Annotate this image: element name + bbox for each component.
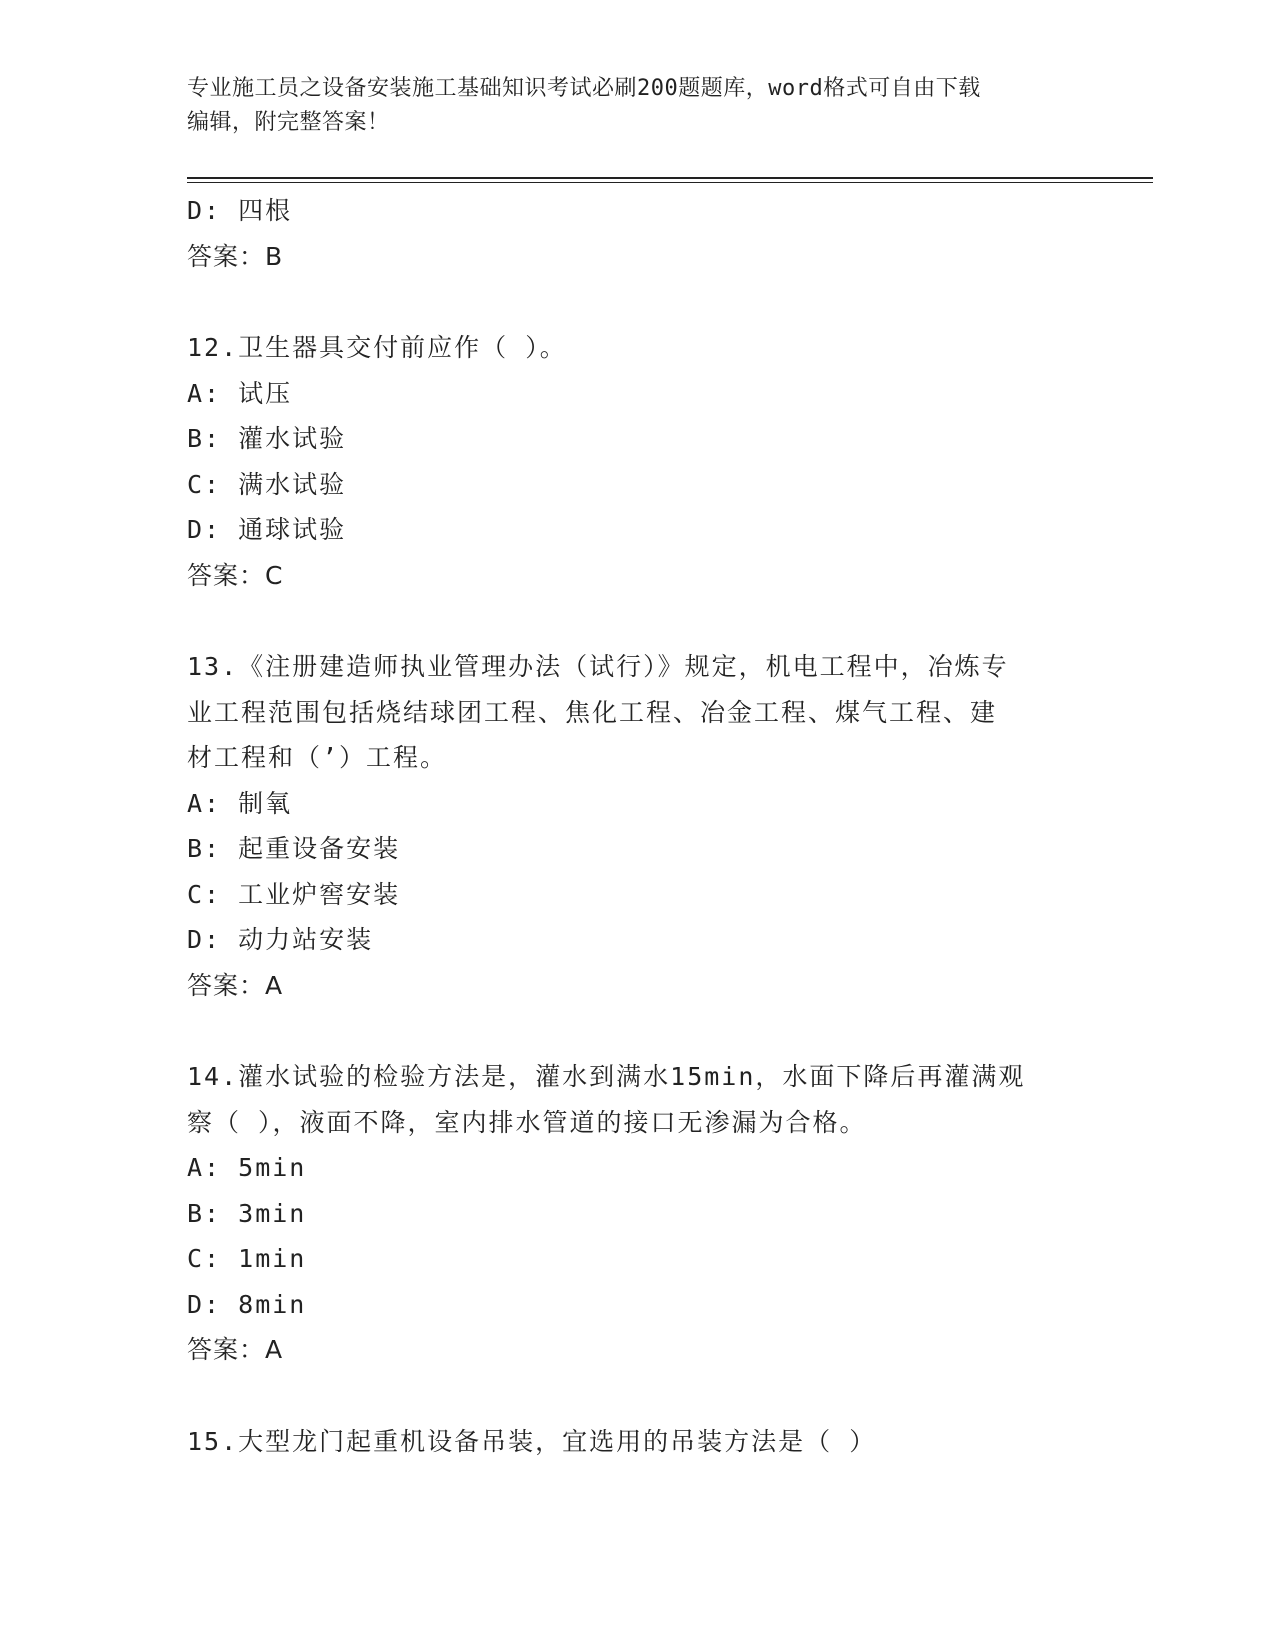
header-divider-thin: [187, 182, 1153, 183]
q15-question: 15.大型龙门起重机设备吊装，宜选用的吊装方法是（ ）: [187, 1426, 877, 1456]
q12-option-a: A: 试压: [187, 378, 293, 408]
q13-answer: 答案：A: [187, 970, 284, 1000]
q12-option-b: B: 灌水试验: [187, 424, 347, 453]
q14-option-b: B: 3min: [187, 1198, 307, 1228]
spacer: [187, 1373, 1087, 1419]
q12-answer: 答案：C: [187, 560, 284, 590]
q13-option-a: A: 制氧: [187, 788, 293, 818]
question-content: [187, 188, 1087, 1464]
q12-question: 12.卫生器具交付前应作（ ）。: [187, 333, 567, 362]
q13-question-line-3: 材工程和（’）工程。: [187, 743, 448, 772]
q14-option-c: C: 1min: [187, 1244, 307, 1273]
spacer: [187, 279, 1087, 325]
q13-question-line-2: 业工程范围包括烧结球团工程、焦化工程、冶金工程、煤气工程、建: [187, 697, 998, 727]
q14-option-a: A: 5min: [187, 1153, 307, 1182]
q14-option-d: D: 8min: [187, 1289, 307, 1319]
q14-answer: 答案：A: [187, 1335, 284, 1364]
q13-option-b: B: 起重设备安装: [187, 834, 401, 863]
header-line-2: 编辑，附完整答案！: [187, 110, 390, 135]
q13-option-d: D: 动力站安装: [187, 925, 374, 954]
document-header: [187, 72, 1077, 140]
q12-option-d: D: 通球试验: [187, 515, 347, 544]
q13-question-line-1: 13.《注册建造师执业管理办法（试行）》规定，机电工程中，冶炼专: [187, 652, 1009, 681]
spacer: [187, 1008, 1087, 1054]
q12-option-c: C: 满水试验: [187, 469, 347, 499]
header-divider-thick: [187, 177, 1153, 179]
q14-question-line-2: 察（ ），液面不降，室内排水管道的接口无渗漏为合格。: [187, 1107, 867, 1137]
q14-question-line-1: 14.灌水试验的检验方法是，灌水到满水15min，水面下降后再灌满观: [187, 1062, 1026, 1091]
prev-answer: 答案：B: [187, 241, 284, 271]
header-line-1: 专业施工员之设备安装施工基础知识考试必刷200题题库，word格式可自由下载: [187, 76, 981, 101]
spacer: [187, 598, 1087, 644]
q13-option-c: C: 工业炉窖安装: [187, 879, 401, 909]
prev-option-d: D: 四根: [187, 196, 293, 225]
